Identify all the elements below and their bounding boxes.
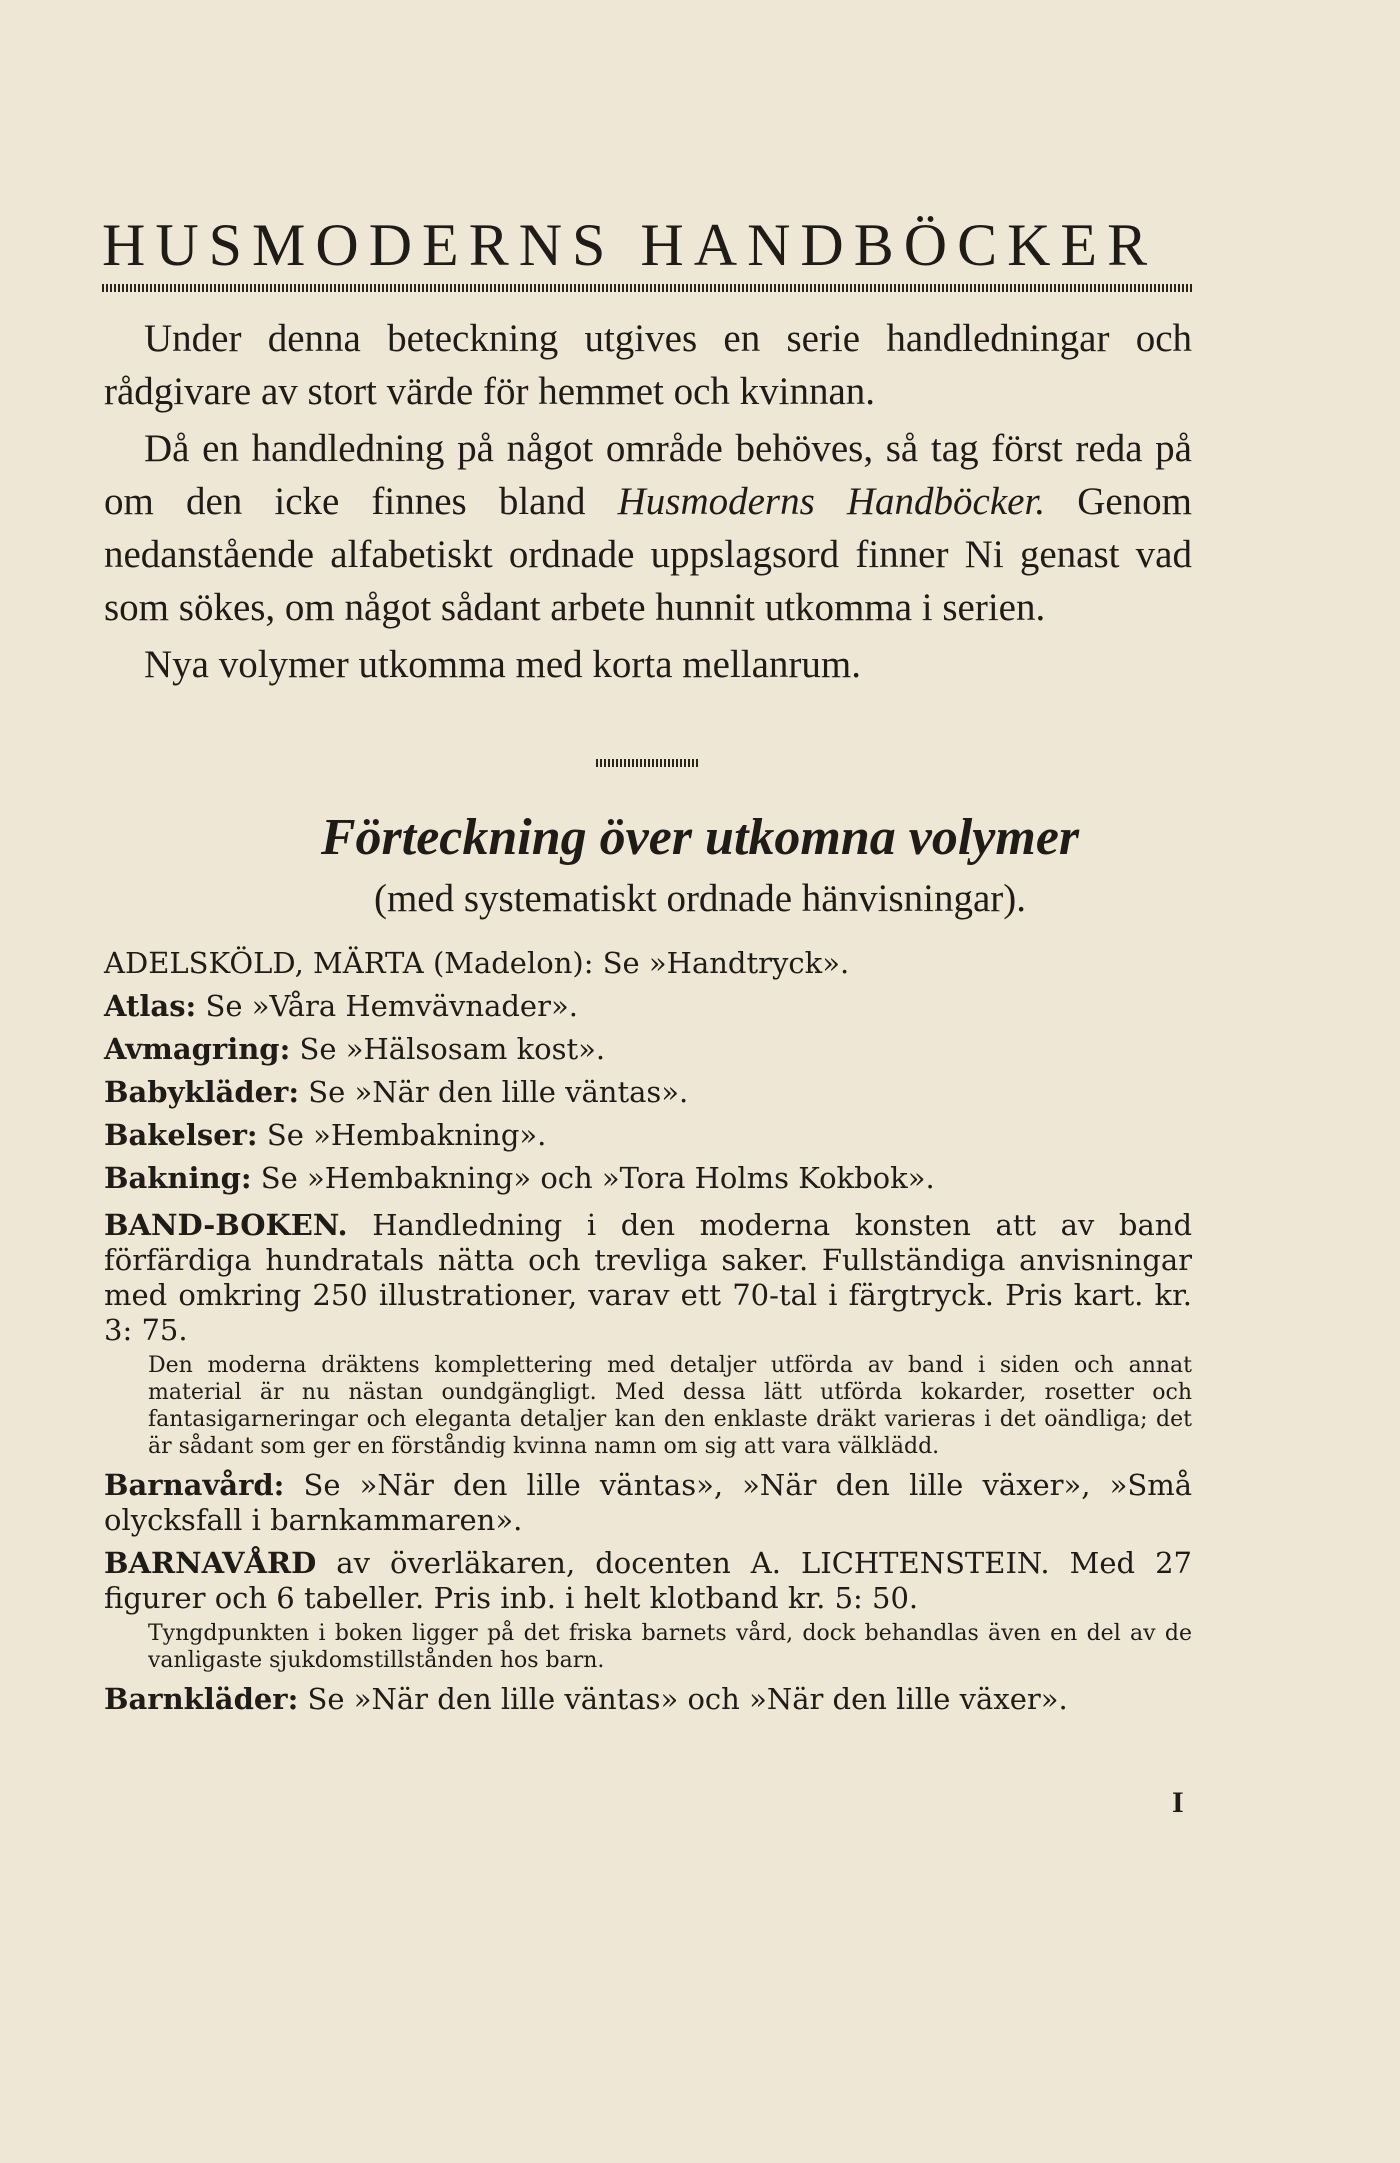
entry-note: Den moderna dräktens komplettering med detaljer utförda av band i siden och annat material är nu nästan oundgängligt. Med dessa lätt utförda kokarder, rosetter och fantasigarneringar och eleganta detaljer kan den enklaste dräkt varieras i det oändliga; det är sådant som ger en förståndig kvinna namn om sig att vara välklädd. — [148, 1353, 1192, 1459]
entry-head: Bakelser: — [104, 1118, 258, 1152]
intro-text — [104, 312, 1192, 691]
entry-head: Barnavård: — [104, 1468, 285, 1502]
entry-head: Barnkläder: — [104, 1682, 299, 1716]
entry-head: BAND-BOKEN. — [104, 1208, 348, 1242]
entry-text: Se »När den lille väntas». — [308, 1075, 689, 1109]
entry-text: Se »När den lille väntas» och »När den lille växer». — [307, 1682, 1068, 1716]
page-title: HUSMODERNS HANDBÖCKER — [102, 212, 1158, 278]
intro-p2-end: Genom nedanstående alfabetiskt ordnade uppslagsord finner Ni genast vad som sökes, om något sådant arbete hunnit utkomma i serien. — [104, 480, 1193, 629]
intro-paragraph-2 — [104, 422, 1192, 634]
title-rule — [102, 284, 1192, 292]
page-number: I — [1172, 1786, 1184, 1819]
list-subheading: (med systematiskt ordnade hänvisningar). — [373, 877, 1026, 920]
entry-babyklader — [104, 1071, 1192, 1114]
entry-barnklader — [104, 1678, 1192, 1721]
intro-p2-start: Då en handledning på något område behöves, så tag först reda på om den icke finnes bland — [104, 427, 1192, 523]
entry-head: Avmagring: — [104, 1032, 291, 1066]
entry-avmagring — [104, 1028, 1192, 1071]
entry-head: BARNAVÅRD — [104, 1546, 317, 1580]
entry-list — [104, 942, 1192, 1721]
entry-text: Se »Hembakning» och »Tora Holms Kokbok». — [260, 1161, 935, 1195]
entry-head: ADELSKÖLD, MÄRTA (Madelon): — [104, 946, 594, 980]
entry-text: av överläkaren, docenten A. LICHTENSTEIN. Med 27 figurer och 6 tabeller. Pris inb. i helt klotband kr. 5: 50. — [104, 1546, 1192, 1615]
entry-head: Babykläder: — [104, 1075, 300, 1109]
entry-text: Handledning i den moderna konsten att av band förfärdiga hundratals nätta och trevliga saker. Fullständiga anvisningar med omkring 250 illustrationer, varav ett 70-tal i färgtryck. Pris kart. kr. 3: 75. — [104, 1208, 1193, 1347]
entry-barnavard-ref — [104, 1468, 1192, 1538]
entry-note: Tyngdpunkten i boken ligger på det friska barnets vård, dock behandlas även en del av de vanligaste sjukdomstillstånden hos barn. — [148, 1621, 1192, 1673]
intro-paragraph-3: Nya volymer utkomma med korta mellanrum. — [144, 643, 861, 686]
entry-text: Se »När den lille väntas», »När den lille växer», »Små olycksfall i barnkammaren». — [104, 1468, 1192, 1537]
series-name-italic: Husmoderns Handböcker. — [617, 480, 1046, 523]
entry-text: Se »Handtryck». — [602, 946, 850, 980]
entry-text: Se »Hembakning». — [266, 1118, 547, 1152]
entry-adelskold — [104, 942, 1192, 985]
entry-atlas — [104, 985, 1192, 1028]
entry-head: Bakning: — [104, 1161, 252, 1195]
list-heading: Förteckning över utkomna volymer — [320, 809, 1080, 866]
entry-barnavard-book — [104, 1546, 1192, 1674]
entry-text: Se »Våra Hemvävnader». — [205, 989, 578, 1023]
intro-paragraph-1: Under denna beteckning utgives en serie handledningar och rådgivare av stort värde för hemmet och kvinnan. — [104, 317, 1192, 413]
entry-bakelser — [104, 1114, 1192, 1157]
entry-bandboken — [104, 1208, 1192, 1460]
entry-text: Se »Hälsosam kost». — [299, 1032, 606, 1066]
entry-bakning — [104, 1157, 1192, 1200]
entry-head: Atlas: — [104, 989, 197, 1023]
section-divider — [596, 759, 700, 767]
